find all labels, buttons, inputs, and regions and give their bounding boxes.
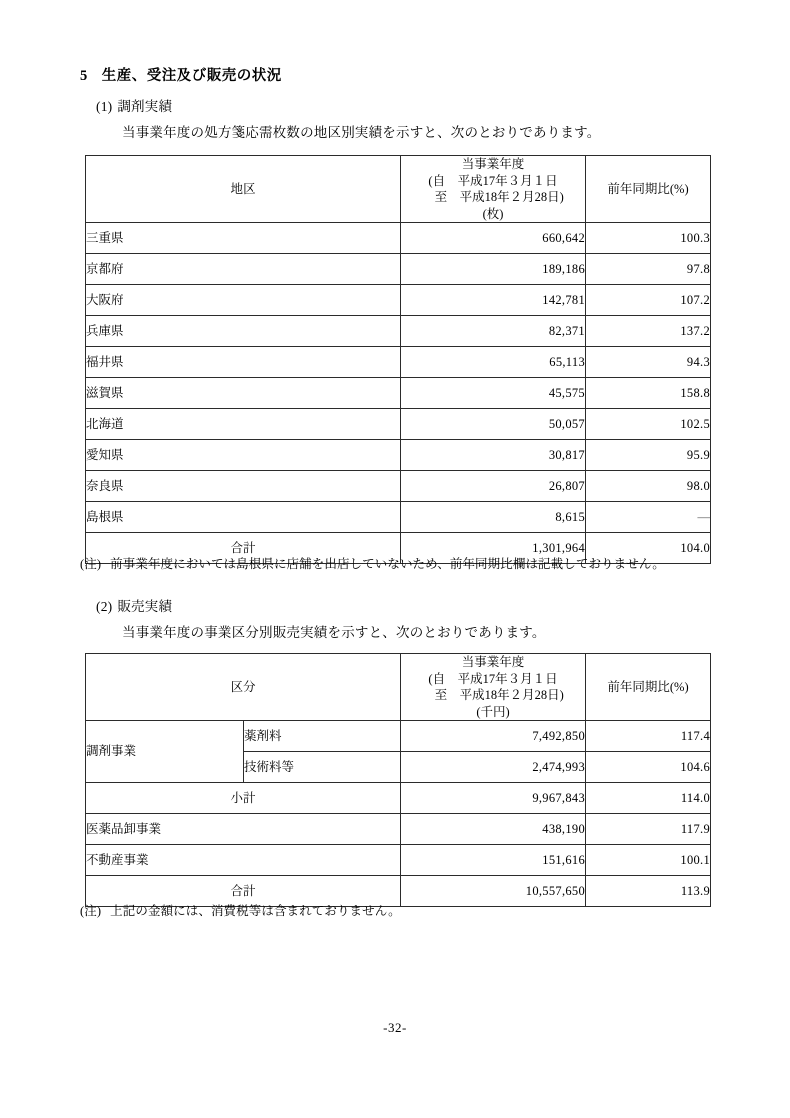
area-name: 京都府 [86, 254, 401, 285]
area-name: 大阪府 [86, 285, 401, 316]
area-name: 奈良県 [86, 471, 401, 502]
table-row [86, 471, 711, 502]
total-ratio: 104.0 [586, 533, 711, 564]
table-subtotal-row [86, 783, 711, 814]
page-title [80, 64, 282, 85]
note-text: 上記の金額には、消費税等は含まれておりません。 [110, 904, 401, 918]
segment-item-ratio: 117.4 [586, 721, 711, 752]
area-ratio: 94.3 [586, 347, 711, 378]
area-name: 福井県 [86, 347, 401, 378]
area-ratio-not-applicable: ― [586, 502, 711, 533]
header-line-1: 当事業年度 [461, 157, 525, 171]
header-line-4-unit: (枚) [482, 206, 504, 221]
table-row [86, 316, 711, 347]
area-ratio: 100.3 [586, 223, 711, 254]
area-name: 島根県 [86, 502, 401, 533]
subsection-2-heading [96, 595, 172, 615]
header-line-4-unit: (千円) [476, 704, 510, 719]
area-name: 愛知県 [86, 440, 401, 471]
header-area: 地区 [86, 156, 401, 223]
area-value: 189,186 [401, 254, 586, 285]
table-row [86, 223, 711, 254]
area-ratio: 98.0 [586, 471, 711, 502]
area-ratio: 97.8 [586, 254, 711, 285]
segment-item-label: 薬剤料 [244, 721, 401, 752]
subtotal-label: 小計 [86, 783, 401, 814]
subsection-1-heading [96, 95, 172, 115]
area-value: 26,807 [401, 471, 586, 502]
sales-performance-table [85, 653, 711, 907]
segment-name: 不動産事業 [86, 845, 401, 876]
area-value: 50,057 [401, 409, 586, 440]
area-ratio: 107.2 [586, 285, 711, 316]
area-value: 142,781 [401, 285, 586, 316]
subtotal-ratio: 114.0 [586, 783, 711, 814]
subsection-2-title: 販売実績 [117, 599, 173, 614]
segment-ratio: 117.9 [586, 814, 711, 845]
table-row [86, 409, 711, 440]
area-value: 30,817 [401, 440, 586, 471]
page-number: -32- [383, 1020, 407, 1035]
area-value: 45,575 [401, 378, 586, 409]
table-row [86, 721, 711, 752]
segment-value: 151,616 [401, 845, 586, 876]
segment-item-value: 2,474,993 [401, 752, 586, 783]
dispensing-performance-table [85, 155, 711, 564]
total-ratio: 113.9 [586, 876, 711, 907]
segment-ratio: 100.1 [586, 845, 711, 876]
area-value: 8,615 [401, 502, 586, 533]
header-yoy-ratio: 前年同期比(%) [586, 156, 711, 223]
segment-value: 438,190 [401, 814, 586, 845]
area-name: 北海道 [86, 409, 401, 440]
table-row [86, 285, 711, 316]
subsection-2-marker: (2) [96, 599, 113, 614]
total-value: 10,557,650 [401, 876, 586, 907]
area-ratio: 102.5 [586, 409, 711, 440]
table-row [86, 254, 711, 285]
header-line-2: (自 平成17年３月１日 [428, 173, 558, 188]
section-number: 5 [80, 68, 88, 84]
area-value: 660,642 [401, 223, 586, 254]
area-name: 兵庫県 [86, 316, 401, 347]
subsection-1-title: 調剤実績 [117, 99, 173, 114]
area-ratio: 95.9 [586, 440, 711, 471]
subtotal-value: 9,967,843 [401, 783, 586, 814]
segment-name: 医薬品卸事業 [86, 814, 401, 845]
subsection-1-marker: (1) [96, 99, 113, 114]
header-line-1: 当事業年度 [461, 655, 525, 669]
header-line-3: 至 平成18年２月28日) [422, 688, 564, 702]
header-line-2: (自 平成17年３月１日 [428, 671, 558, 686]
area-ratio: 158.8 [586, 378, 711, 409]
header-current-fiscal-year [401, 654, 586, 721]
subsection-1-lead-text: 当事業年度の処方箋応需枚数の地区別実績を示すと、次のとおりであります。 [122, 125, 601, 140]
segment-group-name: 調剤事業 [86, 721, 244, 783]
subsection-2-lead-text: 当事業年度の事業区分別販売実績を示すと、次のとおりであります。 [122, 625, 546, 640]
header-segment: 区分 [86, 654, 401, 721]
table-header-row [86, 654, 711, 721]
table-row [86, 502, 711, 533]
segment-item-ratio: 104.6 [586, 752, 711, 783]
note-label: (注) [80, 557, 102, 571]
segment-item-label: 技術料等 [244, 752, 401, 783]
table-row [86, 845, 711, 876]
subsection-2-note [80, 901, 401, 919]
segment-item-value: 7,492,850 [401, 721, 586, 752]
total-value: 1,301,964 [401, 533, 586, 564]
table-row [86, 814, 711, 845]
header-yoy-ratio: 前年同期比(%) [586, 654, 711, 721]
table-header-row [86, 156, 711, 223]
total-label: 合計 [86, 876, 401, 907]
note-text: 前事業年度においては島根県に店舗を出店していないため、前年同期比欄は記載しておりません。 [110, 557, 665, 571]
table-row [86, 440, 711, 471]
area-name: 三重県 [86, 223, 401, 254]
area-value: 65,113 [401, 347, 586, 378]
table-row [86, 378, 711, 409]
subsection-1-note [80, 554, 665, 572]
note-label: (注) [80, 904, 102, 918]
total-label: 合計 [86, 533, 401, 564]
table-row [86, 347, 711, 378]
header-current-fiscal-year [401, 156, 586, 223]
area-name: 滋賀県 [86, 378, 401, 409]
header-line-3: 至 平成18年２月28日) [422, 190, 564, 204]
area-value: 82,371 [401, 316, 586, 347]
area-ratio: 137.2 [586, 316, 711, 347]
section-title: 生産、受注及び販売の状況 [101, 68, 282, 84]
